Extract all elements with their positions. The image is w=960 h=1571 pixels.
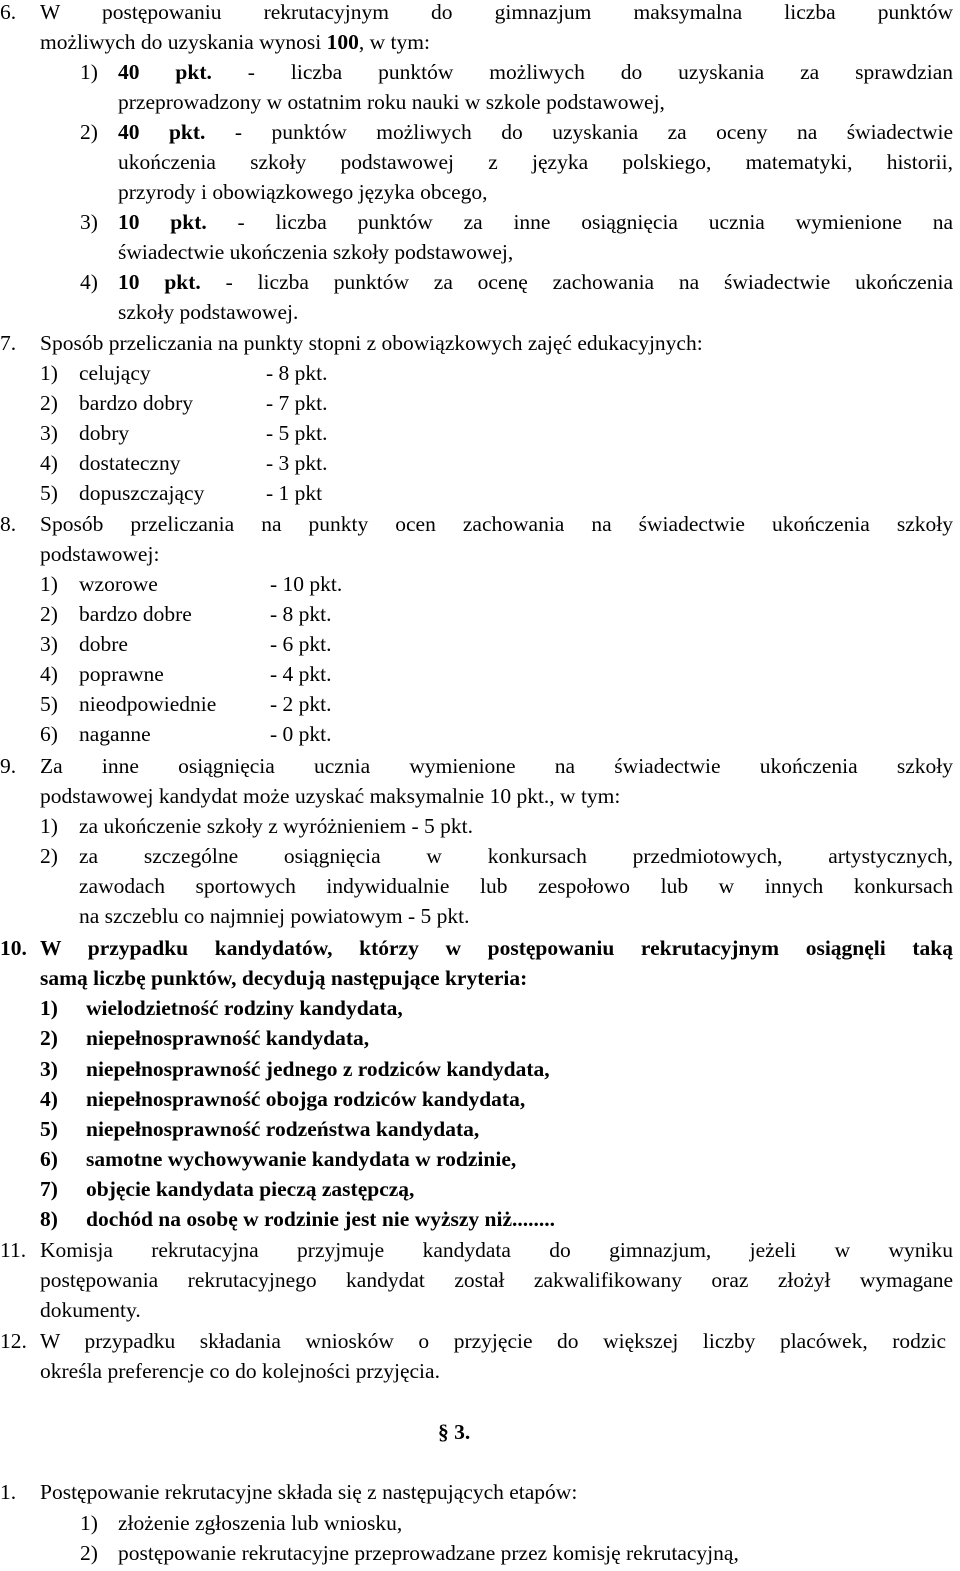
p7-item-3-grade: dobry — [79, 421, 130, 445]
p11-line-1: Komisja rekrutacyjna przyjmuje kandydata do gimnazjum, jeżeli w wyniku — [40, 1238, 953, 1262]
p6-item-1-line-2: przeprowadzony w ostatnim roku nauki w szkole podstawowej, — [118, 90, 665, 114]
p8-line-2: podstawowej: — [40, 542, 160, 566]
p9-item-2-line-3: na szczeblu co najmniej powiatowym - 5 pkt. — [79, 904, 470, 928]
p6-item-4-line-2: szkoły podstawowej. — [118, 300, 299, 324]
p6-item-4-line-1 — [118, 268, 953, 296]
p6-item-4-number: 4) — [80, 270, 98, 294]
p8-number: 8. — [0, 512, 17, 536]
p7-number: 7. — [0, 331, 17, 355]
p12-line-2: określa preferencje co do kolejności przyjęcia. — [40, 1359, 440, 1383]
p6-item-4-text: - liczba punktów za ocenę zachowania na świadectwie ukończenia — [200, 270, 953, 294]
p10-item-5-text: niepełnosprawność rodzeństwa kandydata, — [86, 1117, 480, 1141]
p6-item-1-line-1 — [118, 58, 953, 86]
p11-line-2: postępowania rekrutacyjnego kandydat został zakwalifikowany oraz złożył wymagane — [40, 1268, 953, 1292]
p6-item-3-line-2: świadectwie ukończenia szkoły podstawowej, — [118, 240, 514, 264]
p6-item-3-points: 10 pkt. — [118, 210, 207, 234]
p6-item-2-line-1 — [118, 118, 953, 146]
p10-item-5-number: 5) — [40, 1117, 58, 1141]
p10-item-4-number: 4) — [40, 1087, 58, 1111]
p10-item-1-text: wielodzietność rodziny kandydata, — [86, 996, 403, 1020]
p10-item-8-text: dochód na osobę w rodzinie jest nie wyższy niż........ — [86, 1207, 556, 1231]
p8-item-2-points: - 8 pkt. — [270, 602, 332, 626]
p6-item-3-number: 3) — [80, 210, 98, 234]
p6-item-2-text: - punktów możliwych do uzyskania za oceny na świadectwie — [205, 120, 953, 144]
p8-item-6-grade: naganne — [79, 722, 151, 746]
p6-line-1: W postępowaniu rekrutacyjnym do gimnazjum maksymalna liczba punktów — [40, 0, 953, 24]
p11-number: 11. — [0, 1238, 27, 1262]
p7-item-1-number: 1) — [40, 361, 58, 385]
p8-item-2-number: 2) — [40, 602, 58, 626]
p10-line-1: W przypadku kandydatów, którzy w postępowaniu rekrutacyjnym osiągnęli taką — [40, 936, 953, 960]
p6-max-points: 100 — [326, 30, 359, 54]
s1-text: Postępowanie rekrutacyjne składa się z następujących etapów: — [40, 1480, 578, 1504]
p8-item-5-grade: nieodpowiednie — [79, 692, 217, 716]
p6-number: 6. — [0, 0, 17, 24]
p9-line-1: Za inne osiągnięcia ucznia wymienione na świadectwie ukończenia szkoły — [40, 754, 953, 778]
p9-line-2: podstawowej kandydat może uzyskać maksymalnie 10 pkt., w tym: — [40, 784, 621, 808]
p9-item-1-text: za ukończenie szkoły z wyróżnieniem - 5 pkt. — [79, 814, 474, 838]
p7-item-1-points: - 8 pkt. — [266, 361, 328, 385]
p10-item-2-text: niepełnosprawność kandydata, — [86, 1026, 370, 1050]
p9-item-2-line-2: zawodach sportowych indywidualnie lub zespołowo lub w innych konkursach — [79, 874, 953, 898]
p6-item-3-line-1 — [118, 208, 953, 236]
p8-item-3-points: - 6 pkt. — [270, 632, 332, 656]
p10-item-1-number: 1) — [40, 996, 58, 1020]
p8-item-3-number: 3) — [40, 632, 58, 656]
p10-item-7-text: objęcie kandydata pieczą zastępczą, — [86, 1177, 415, 1201]
p7-item-4-points: - 3 pkt. — [266, 451, 328, 475]
p12-number: 12. — [0, 1329, 27, 1353]
p8-item-5-points: - 2 pkt. — [270, 692, 332, 716]
p7-item-4-grade: dostateczny — [79, 451, 181, 475]
p8-item-6-number: 6) — [40, 722, 58, 746]
p7-item-4-number: 4) — [40, 451, 58, 475]
p6-item-2-points: 40 pkt. — [118, 120, 206, 144]
p6-item-2-line-3: przyrody i obowiązkowego języka obcego, — [118, 180, 488, 204]
p6-line-2 — [40, 28, 430, 56]
p10-item-7-number: 7) — [40, 1177, 58, 1201]
p7-item-3-points: - 5 pkt. — [266, 421, 328, 445]
p6-item-2-number: 2) — [80, 120, 98, 144]
p9-item-1-number: 1) — [40, 814, 58, 838]
p6-item-1-text: - liczba punktów możliwych do uzyskania za sprawdzian — [211, 60, 953, 84]
s1-item-1-text: złożenie zgłoszenia lub wniosku, — [118, 1511, 403, 1535]
s1-item-2-text: postępowanie rekrutacyjne przeprowadzane przez komisję rekrutacyjną, — [118, 1541, 739, 1565]
p9-number: 9. — [0, 754, 17, 778]
p8-item-4-number: 4) — [40, 662, 58, 686]
s1-number: 1. — [0, 1480, 17, 1504]
p8-line-1: Sposób przeliczania na punkty ocen zachowania na świadectwie ukończenia szkoły — [40, 512, 953, 536]
p7-item-5-number: 5) — [40, 481, 58, 505]
p7-text: Sposób przeliczania na punkty stopni z obowiązkowych zajęć edukacyjnych: — [40, 331, 703, 355]
p10-number: 10. — [0, 936, 27, 960]
p6-text-tail: , w tym: — [358, 30, 430, 54]
p10-line-2: samą liczbę punktów, decydują następujące kryteria: — [40, 966, 528, 990]
p8-item-3-grade: dobre — [79, 632, 128, 656]
p8-item-1-grade: wzorowe — [79, 572, 158, 596]
p8-item-1-points: - 10 pkt. — [270, 572, 343, 596]
p6-text: możliwych do uzyskania wynosi — [40, 30, 327, 54]
p10-item-3-number: 3) — [40, 1057, 58, 1081]
p7-item-3-number: 3) — [40, 421, 58, 445]
p6-item-2-line-2: ukończenia szkoły podstawowej z języka polskiego, matematyki, historii, — [118, 150, 953, 174]
p8-item-5-number: 5) — [40, 692, 58, 716]
s1-item-1-number: 1) — [80, 1511, 98, 1535]
p10-item-6-text: samotne wychowywanie kandydata w rodzinie, — [86, 1147, 517, 1171]
p8-item-4-points: - 4 pkt. — [270, 662, 332, 686]
p10-item-4-text: niepełnosprawność obojga rodziców kandydata, — [86, 1087, 526, 1111]
p6-item-1-number: 1) — [80, 60, 98, 84]
p7-item-2-grade: bardzo dobry — [79, 391, 194, 415]
p10-item-2-number: 2) — [40, 1026, 58, 1050]
p9-item-2-number: 2) — [40, 844, 58, 868]
p12-line-1: W przypadku składania wniosków o przyjęcie do większej liczby placówek, rodzic — [40, 1329, 946, 1353]
p6-item-1-points: 40 pkt. — [118, 60, 212, 84]
p6-item-3-text: - liczba punktów za inne osiągnięcia ucznia wymienione na — [206, 210, 953, 234]
p8-item-1-number: 1) — [40, 572, 58, 596]
p8-item-6-points: - 0 pkt. — [270, 722, 332, 746]
p7-item-5-grade: dopuszczający — [79, 481, 205, 505]
p7-item-2-points: - 7 pkt. — [266, 391, 328, 415]
p8-item-4-grade: poprawne — [79, 662, 164, 686]
p10-item-6-number: 6) — [40, 1147, 58, 1171]
p7-item-2-number: 2) — [40, 391, 58, 415]
p10-item-8-number: 8) — [40, 1207, 58, 1231]
p9-item-2-line-1: za szczególne osiągnięcia w konkursach przedmiotowych, artystycznych, — [79, 844, 953, 868]
section-heading: § 3. — [438, 1420, 471, 1444]
p11-line-3: dokumenty. — [40, 1298, 141, 1322]
p10-item-3-text: niepełnosprawność jednego z rodziców kandydata, — [86, 1057, 550, 1081]
p8-item-2-grade: bardzo dobre — [79, 602, 192, 626]
p7-item-5-points: - 1 pkt — [266, 481, 323, 505]
s1-item-2-number: 2) — [80, 1541, 98, 1565]
p6-item-4-points: 10 pkt. — [118, 270, 201, 294]
p7-item-1-grade: celujący — [79, 361, 151, 385]
